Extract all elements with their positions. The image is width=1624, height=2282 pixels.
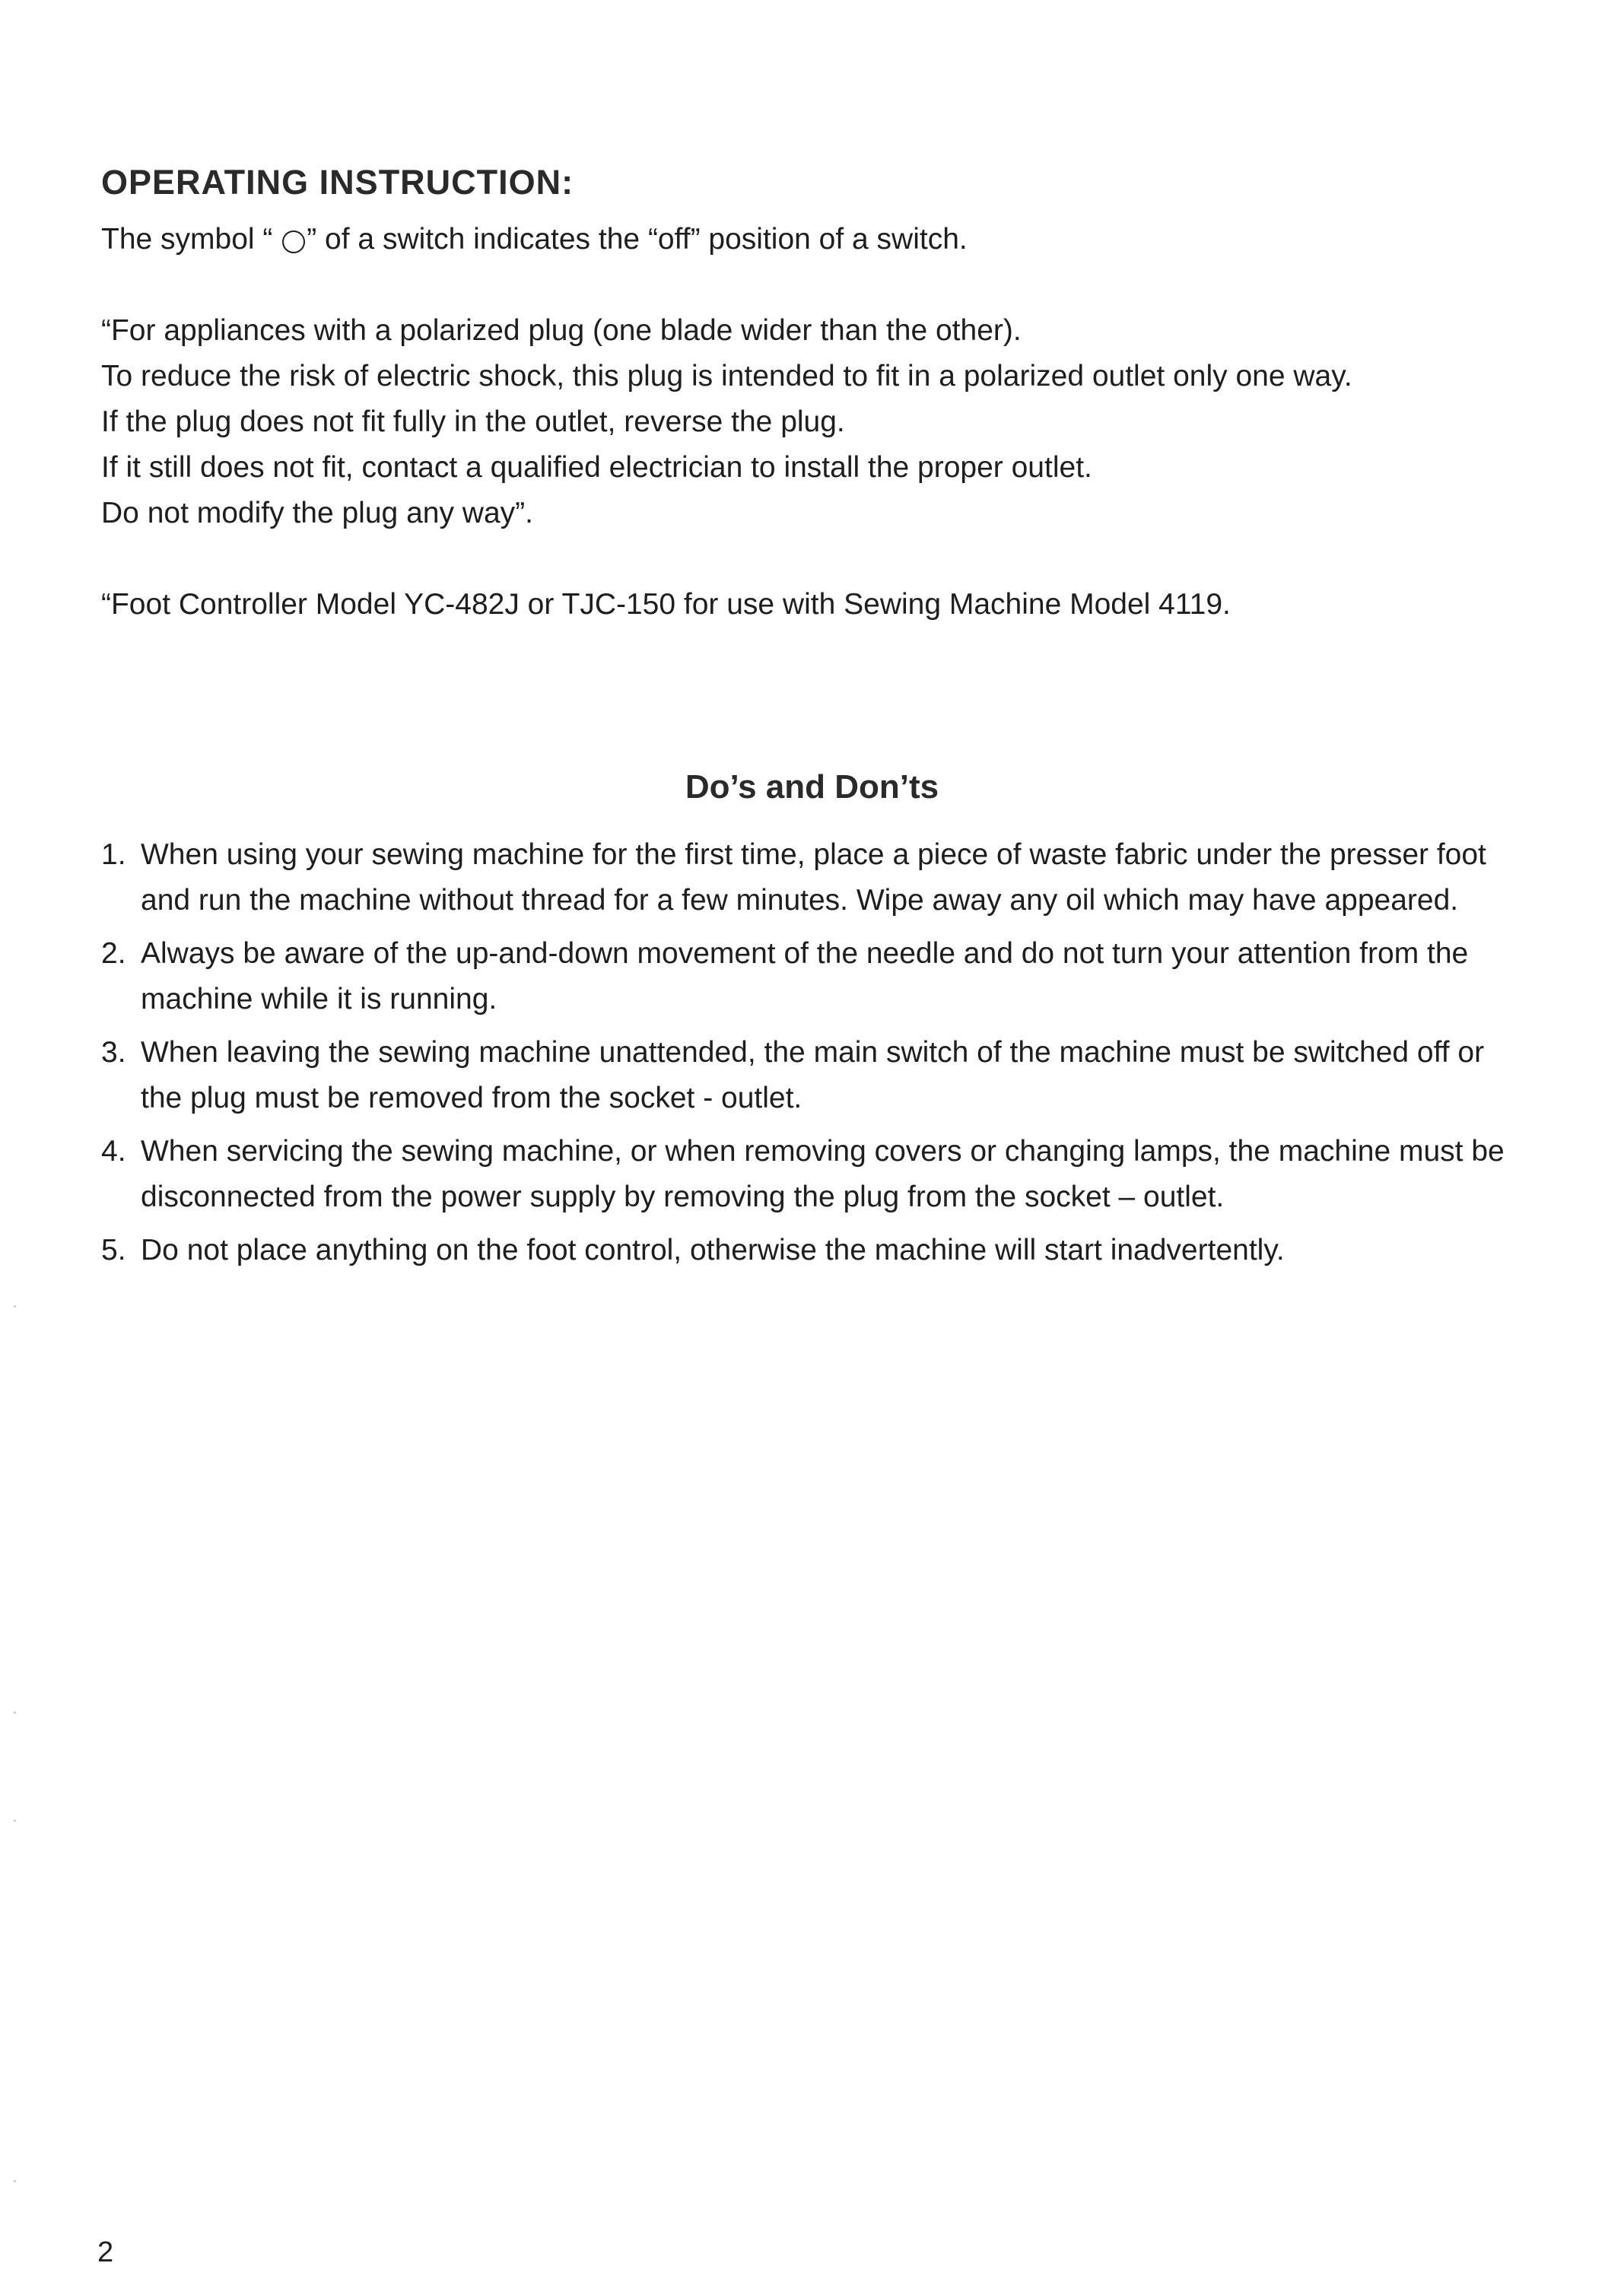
scan-speck [14,1305,16,1308]
off-circle-icon [282,230,305,253]
polarized-plug-line-3: If the plug does not fit fully in the outlet, reverse the plug. [101,405,845,438]
polarized-plug-line-1: “For appliances with a polarized plug (one blade wider than the other). [101,314,1022,347]
list-item-number: 2. [101,937,126,970]
list-item [101,1129,1546,1220]
list-item-line: When leaving the sewing machine unattended, the main switch of the machine must be switched off or [141,1036,1485,1069]
list-item-line: the plug must be removed from the socket - outlet. [141,1082,802,1114]
polarized-plug-line-4: If it still does not fit, contact a qualified electrician to install the proper outlet. [101,451,1092,484]
polarized-plug-line-2: To reduce the risk of electric shock, this plug is intended to fit in a polarized outlet only one way. [101,360,1352,393]
list-item [101,1030,1546,1121]
list-item-line: and run the machine without thread for a few minutes. Wipe away any oil which may have appeared. [141,884,1459,917]
switch-symbol-text-after: ” of a switch indicates the “off” position of a switch. [307,223,968,256]
switch-symbol-sentence [101,222,968,258]
page-number: 2 [97,2236,114,2268]
scan-speck [14,1712,16,1714]
list-item [101,931,1546,1022]
list-item-line: When servicing the sewing machine, or when removing covers or changing lamps, the machine must be [141,1135,1505,1168]
list-item-number: 4. [101,1135,126,1168]
list-item-number: 5. [101,1234,126,1267]
list-item-line: Always be aware of the up-and-down movement of the needle and do not turn your attention from the [141,937,1469,970]
foot-controller-note: “Foot Controller Model YC-482J or TJC-150 for use with Sewing Machine Model 4119. [101,588,1231,621]
list-item-line: machine while it is running. [141,983,497,1015]
scan-speck [14,2180,16,2182]
list-item [101,832,1546,923]
scan-speck [14,1820,16,1822]
polarized-plug-line-5: Do not modify the plug any way”. [101,497,533,529]
list-item-line: Do not place anything on the foot control, otherwise the machine will start inadvertently. [141,1234,1285,1267]
list-item-number: 3. [101,1036,126,1069]
list-item-number: 1. [101,838,126,871]
operating-instruction-heading: OPERATING INSTRUCTION: [101,163,574,202]
list-item-line: When using your sewing machine for the first time, place a piece of waste fabric under the presser foot [141,838,1486,871]
list-item-line: disconnected from the power supply by removing the plug from the socket – outlet. [141,1181,1225,1213]
dos-and-donts-heading: Do’s and Don’ts [685,768,939,806]
switch-symbol-text-before: The symbol “ [101,223,281,256]
list-item [101,1228,1546,1273]
